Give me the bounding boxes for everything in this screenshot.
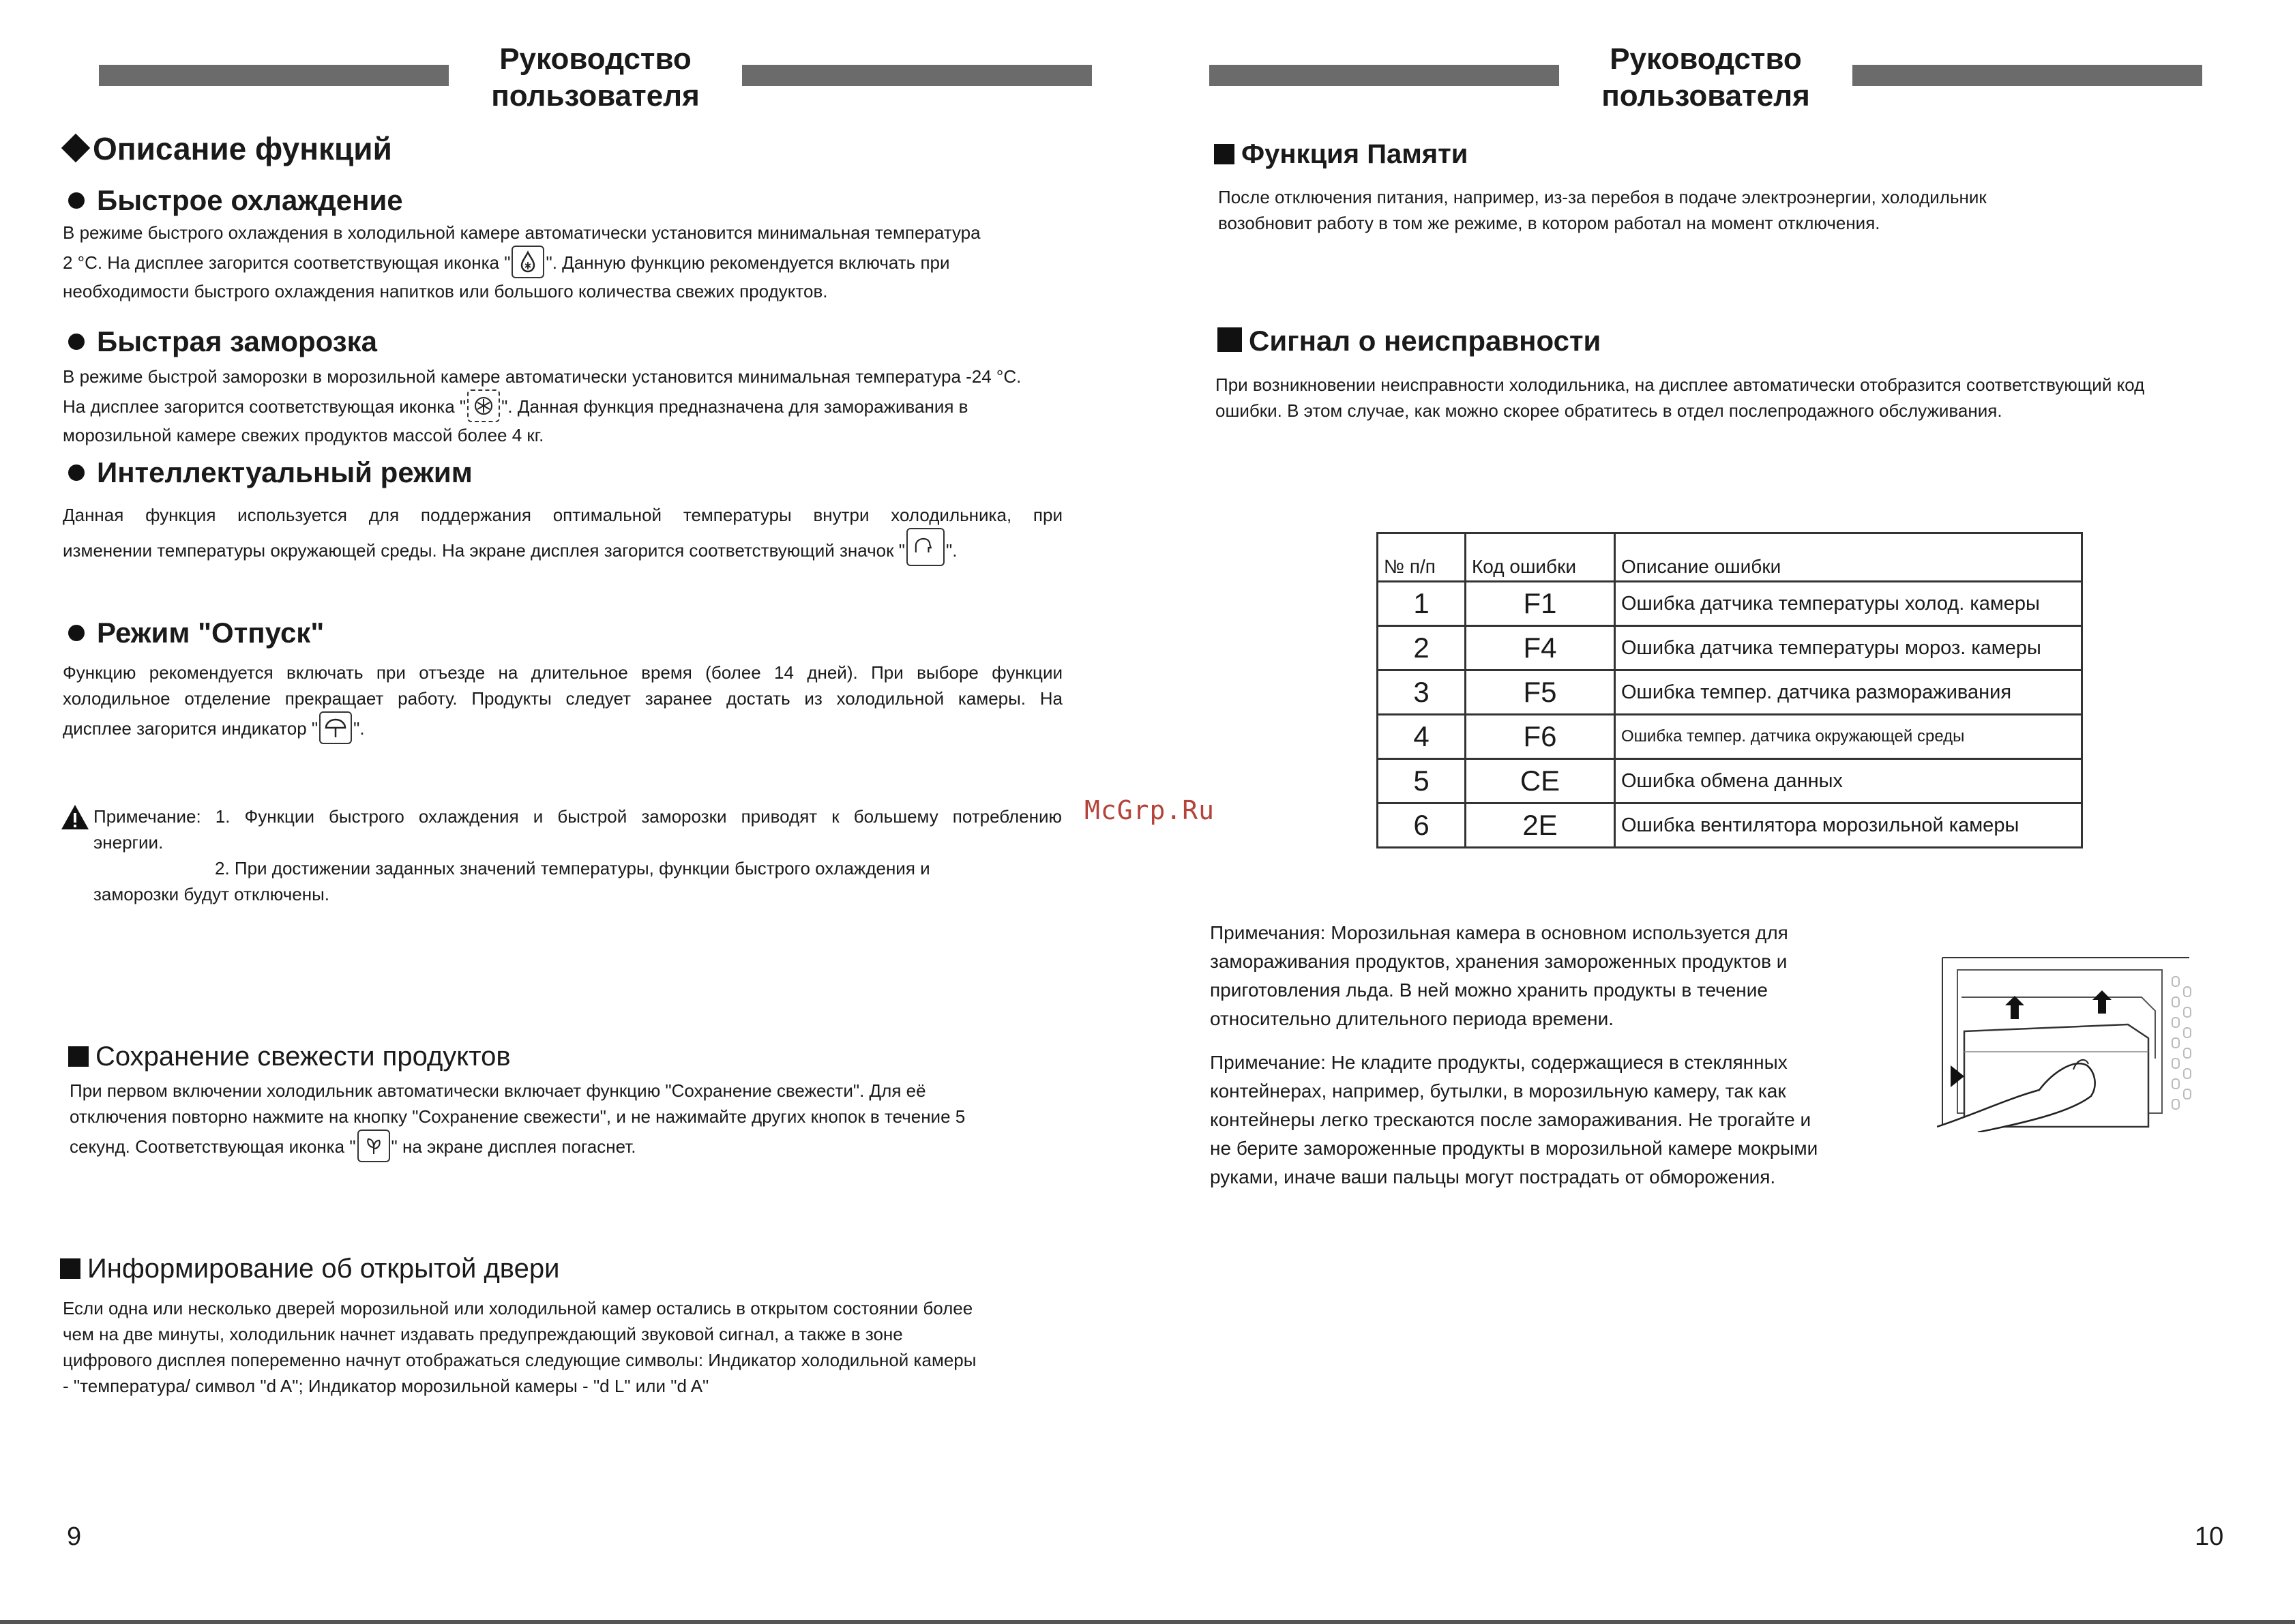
warning-icon: [60, 803, 90, 834]
holiday-mode-icon: [319, 711, 352, 744]
diamond-icon: [61, 134, 90, 162]
header-bar-right-b: [1852, 65, 2202, 86]
freshness-text: При первом включении холодильник автоматически включает функцию "Сохранение свежести". Для её отключения повторно нажмите на кнопку "Сохранение свежести", и не нажимайте других кнопок в течение 5 секунд. Соответствующая иконка " " на экране дисплея погаснет.: [70, 1078, 1072, 1162]
smart-mode-text: Данная функция используется для поддержания оптимальной температуры внутри холодильника, при изменении температуры окружающей среды. На экране дисплея загорится соответствующий значок " ".: [63, 502, 1063, 566]
table-row: 2 F4 Ошибка датчика температуры мороз. камеры: [1378, 626, 2082, 670]
fault-text: При возникновении неисправности холодильника, на дисплее автоматически отобразится соответствующий код ошибки. В этом случае, как можно скорее обратитесь в отдел послепродажного обслуживания.: [1215, 374, 2145, 421]
memory-heading: Функция Памяти: [1214, 136, 1468, 172]
energy-note: Примечание: 1. Функции быстрого охлаждения и быстрой заморозки приводят к большему потреблению энергии. 2. При достижении заданных значений температуры, функции быстрого охлаждения и заморозки будут отключены.: [93, 806, 1062, 904]
holiday-mode-text: Функцию рекомендуется включать при отъезде на длительное время (более 14 дней). При выборе функции холодильное отделение прекращает работу. Продукты следует заранее достать из холодильной камеры. На дисплее загорится индикатор " ".: [63, 660, 1063, 744]
freshness-heading: Сохранение свежести продуктов: [68, 1039, 511, 1074]
memory-text: После отключения питания, например, из-за перебоя в подаче электроэнергии, холодильник возобновит работу в том же режиме, в котором работал на момент отключения.: [1218, 187, 1987, 233]
table-row: 1 F1 Ошибка датчика температуры холод. камеры: [1378, 582, 2082, 626]
page-header-left: Руководство пользователя: [491, 42, 700, 113]
fast-cool-text: В режиме быстрого охлаждения в холодильной камере автоматически установится минимальная температура 2 °С. На дисплее загорится соответствующая иконка " ". Данную функцию рекомендуется включать при необходимости быстрого охлаждения напитков или большого количества свежих продуктов.: [63, 222, 981, 301]
square-bullet-icon: [1214, 144, 1234, 164]
bullet-icon: [68, 464, 85, 481]
bullet-icon: [68, 334, 85, 350]
watermark: McGrp.Ru: [1084, 795, 1215, 825]
fast-cool-heading: Быстрое охлаждение: [68, 183, 403, 218]
fault-heading: Сигнал о неисправности: [1217, 323, 1601, 359]
door-open-text: Если одна или несколько дверей морозильной или холодильной камер остались в открытом состоянии более чем на две минуты, холодильник начнет издавать предупреждающий звуковой сигнал, а также в зоне цифрового дисплея попеременно начнут отображаться следующие символы: Индикатор холодильной камеры - "температура/ символ "d A"; Индикатор морозильной камеры - "d L" или "d A": [63, 1298, 977, 1396]
fast-freeze-text: В режиме быстрой заморозки в морозильной камере автоматически установится минимальная температура -24 °С. На дисплее загорится соответствующая иконка " ". Данная функция предназначена для замораживания в морозильной камере свежих продуктов массой более 4 кг.: [63, 366, 1022, 445]
header-bar-right-a: [1209, 65, 1559, 86]
table-row: 5 CE Ошибка обмена данных: [1378, 759, 2082, 803]
fast-cool-icon: [512, 246, 544, 278]
door-open-heading: Информирование об открытой двери: [60, 1252, 559, 1286]
square-bullet-icon: [60, 1258, 80, 1279]
table-row: 4 F6 Ошибка темпер. датчика окружающей среды: [1378, 715, 2082, 759]
smart-mode-icon: [906, 528, 945, 566]
bullet-icon: [68, 192, 85, 209]
square-bullet-icon: [1217, 327, 1242, 352]
header-bar-left-a: [99, 65, 449, 86]
freshness-icon: [357, 1130, 390, 1162]
table-row: 6 2E Ошибка вентилятора морозильной камеры: [1378, 803, 2082, 848]
page-header-right: Руководство пользователя: [1601, 42, 1810, 113]
fast-freeze-heading: Быстрая заморозка: [68, 324, 377, 359]
fast-freeze-icon: [467, 389, 500, 422]
table-header-row: № п/п Код ошибки Описание ошибки: [1378, 533, 2082, 582]
square-bullet-icon: [68, 1046, 89, 1067]
smart-mode-heading: Интеллектуальный режим: [68, 455, 473, 490]
freezer-notes: [1210, 919, 1892, 1192]
bullet-icon: [68, 625, 85, 641]
page-number-left: 9: [67, 1522, 82, 1551]
header-bar-left-b: [742, 65, 1092, 86]
error-code-table: [1376, 532, 2083, 848]
section-title: Описание функций: [60, 130, 392, 168]
page-number-right: 10: [2195, 1522, 2224, 1551]
freezer-drawer-illustration: [1937, 956, 2196, 1132]
holiday-mode-heading: Режим "Отпуск": [68, 615, 324, 651]
table-row: 3 F5 Ошибка темпер. датчика размораживания: [1378, 670, 2082, 715]
bottom-rule: [0, 1620, 2295, 1624]
freezer-note-2: Примечание: Не кладите продукты, содержащиеся в стеклянных контейнерах, например, бутылки, в морозильную камеру, так как контейнеры легко трескаются после замораживания. Не трогайте и не берите замороженные продукты в морозильной камере мокрыми руками, иначе ваши пальцы могут пострадать от обморожения.: [1210, 1052, 1818, 1187]
freezer-note-1: Примечания: Морозильная камера в основном используется для замораживания продуктов, хранения замороженных продуктов и приготовления льда. В ней можно хранить продукты в течение относительно длительного периода времени.: [1210, 922, 1788, 1029]
